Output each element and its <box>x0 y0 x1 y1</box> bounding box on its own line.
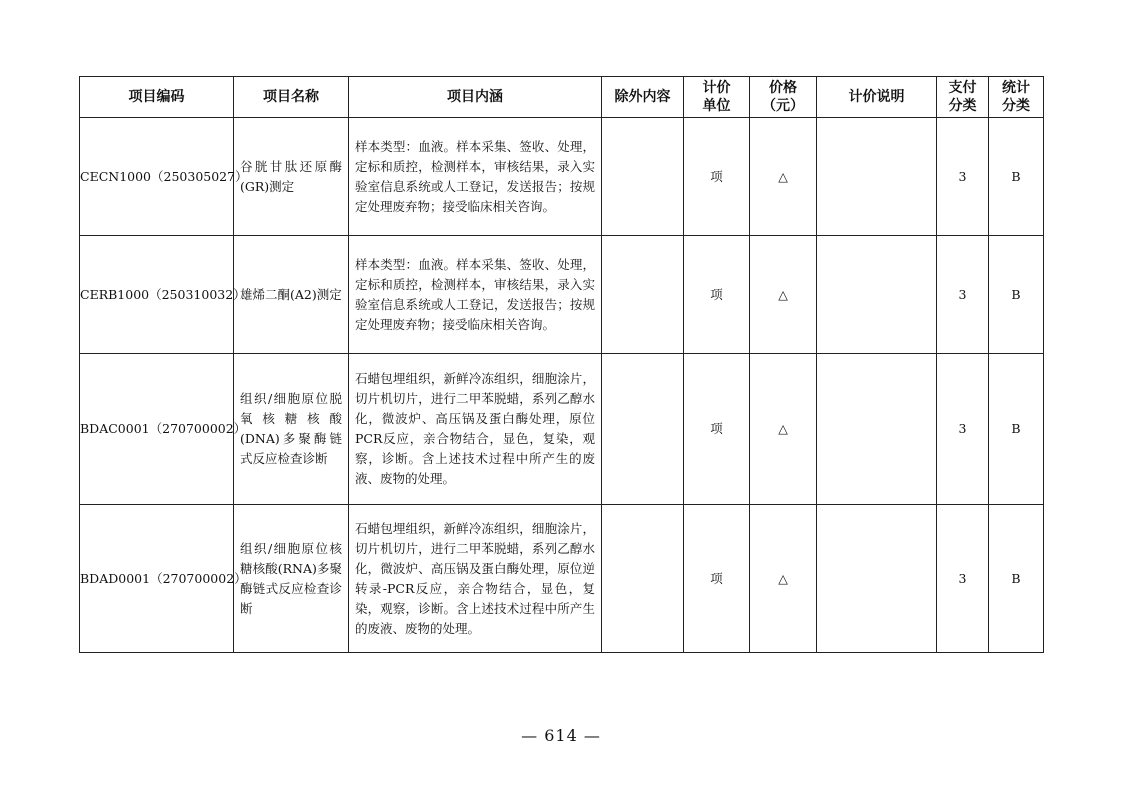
header-exclusions: 除外内容 <box>602 77 684 118</box>
cell-price: △ <box>750 505 817 653</box>
pricing-table <box>79 76 1044 653</box>
cell-price: △ <box>750 118 817 236</box>
cell-name: 组织/细胞原位脱氧核糖核酸(DNA)多聚酶链式反应检查诊断 <box>234 354 349 505</box>
cell-content: 石蜡包埋组织，新鲜冷冻组织，细胞涂片，切片机切片，进行二甲苯脱蜡，系列乙醇水化，微波炉、高压锅及蛋白酶处理，原位逆转录-PCR反应，亲合物结合，显色，复染，观察，诊断。含上述技术过程中所产生的废液、废物的处理。 <box>349 505 602 653</box>
cell-code: CECN1000（250305027） <box>80 118 234 236</box>
cell-content: 样本类型：血液。样本采集、签收、处理，定标和质控，检测样本，审核结果，录入实验室信息系统或人工登记，发送报告；按规定处理废弃物；接受临床相关咨询。 <box>349 118 602 236</box>
cell-stat: B <box>989 118 1044 236</box>
header-payment <box>937 77 989 118</box>
cell-payment: 3 <box>937 236 989 354</box>
header-unit <box>684 77 750 118</box>
cell-exclusions <box>602 354 684 505</box>
table-row <box>80 118 1044 236</box>
table-row <box>80 354 1044 505</box>
header-name: 项目名称 <box>234 77 349 118</box>
cell-name: 雄烯二酮(A2)测定 <box>234 236 349 354</box>
cell-notes <box>817 236 937 354</box>
header-notes: 计价说明 <box>817 77 937 118</box>
cell-stat: B <box>989 505 1044 653</box>
cell-code: BDAD0001（270700002） <box>80 505 234 653</box>
cell-unit: 项 <box>684 236 750 354</box>
cell-price: △ <box>750 354 817 505</box>
cell-unit: 项 <box>684 505 750 653</box>
cell-payment: 3 <box>937 118 989 236</box>
header-unit-label: 计价单位 <box>702 80 731 114</box>
cell-notes <box>817 354 937 505</box>
cell-name: 谷胱甘肽还原酶(GR)测定 <box>234 118 349 236</box>
cell-name: 组织/细胞原位核糖核酸(RNA)多聚酶链式反应检查诊断 <box>234 505 349 653</box>
cell-stat: B <box>989 236 1044 354</box>
header-code: 项目编码 <box>80 77 234 118</box>
table-row <box>80 236 1044 354</box>
cell-code: CERB1000（250310032） <box>80 236 234 354</box>
header-stat <box>989 77 1044 118</box>
header-content: 项目内涵 <box>349 77 602 118</box>
cell-payment: 3 <box>937 505 989 653</box>
cell-unit: 项 <box>684 118 750 236</box>
cell-stat: B <box>989 354 1044 505</box>
cell-notes <box>817 505 937 653</box>
table-header-row <box>80 77 1044 118</box>
header-price-label: 价格（元） <box>762 80 804 114</box>
cell-code: BDAC0001（270700002） <box>80 354 234 505</box>
cell-payment: 3 <box>937 354 989 505</box>
cell-exclusions <box>602 118 684 236</box>
cell-unit: 项 <box>684 354 750 505</box>
cell-exclusions <box>602 505 684 653</box>
cell-notes <box>817 118 937 236</box>
header-stat-label: 统计分类 <box>1002 80 1030 114</box>
header-payment-label: 支付分类 <box>948 80 977 114</box>
cell-exclusions <box>602 236 684 354</box>
cell-price: △ <box>750 236 817 354</box>
table-row <box>80 505 1044 653</box>
cell-content: 石蜡包埋组织，新鲜冷冻组织，细胞涂片，切片机切片，进行二甲苯脱蜡，系列乙醇水化，微波炉、高压锅及蛋白酶处理，原位PCR反应，亲合物结合，显色，复染，观察，诊断。含上述技术过程中所产生的废液、废物的处理。 <box>349 354 602 505</box>
cell-content: 样本类型：血液。样本采集、签收、处理，定标和质控，检测样本，审核结果，录入实验室信息系统或人工登记，发送报告；按规定处理废弃物；接受临床相关咨询。 <box>349 236 602 354</box>
page-number: — 614 — <box>521 726 601 745</box>
header-price <box>750 77 817 118</box>
